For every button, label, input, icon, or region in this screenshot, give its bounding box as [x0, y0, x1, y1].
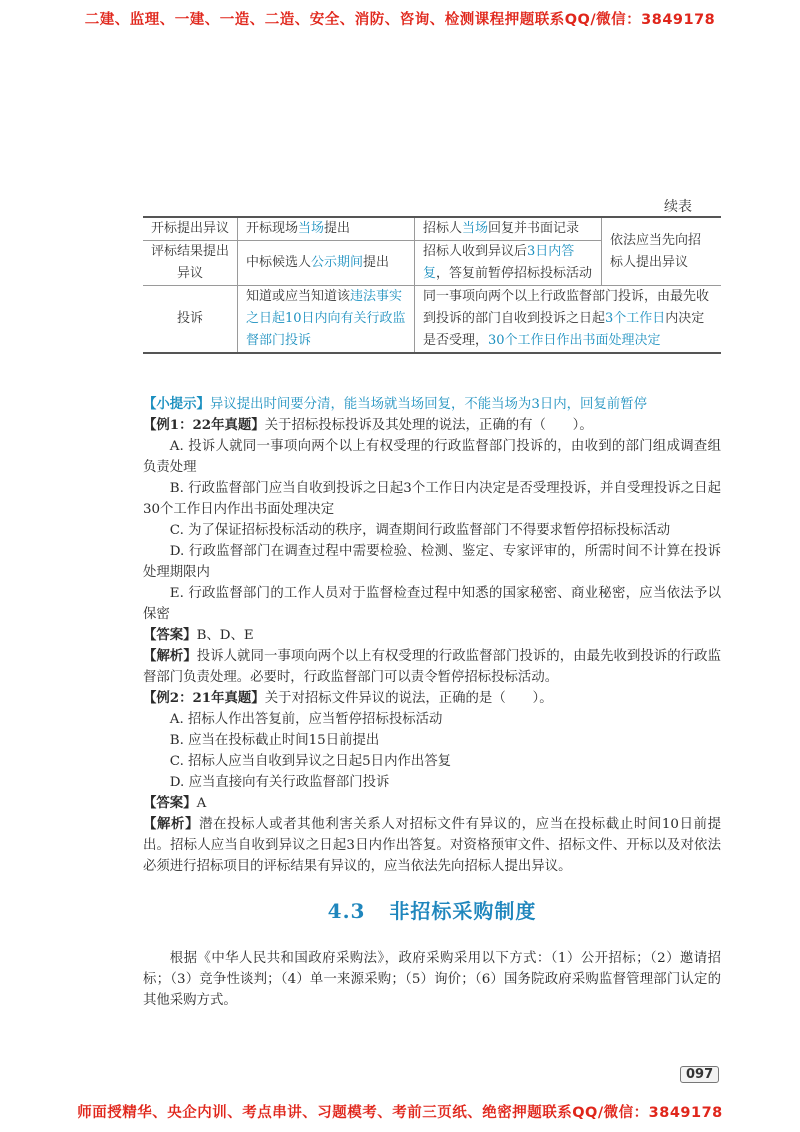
- promo-banner-bottom: 师面授精华、央企内训、考点串讲、习题模考、考前三页纸、绝密押题联系QQ/微信：3849178: [77, 1105, 723, 1121]
- highlight-text: 3个工作日: [605, 311, 666, 326]
- tip-text: 异议提出时间要分清，能当场就当场回复，不能当场为3日内，回复前暂停: [209, 397, 647, 412]
- analysis-label: 【解析】: [143, 648, 197, 664]
- highlight-text: 3日内答复: [423, 244, 575, 281]
- example-label: 【例2：21年真题】: [143, 690, 265, 706]
- handling-text: ，答复前暂停招标投标活动: [436, 266, 593, 281]
- timing-cell: [238, 241, 415, 286]
- highlight-text: 当场: [462, 221, 489, 236]
- example-stem-text: 关于对招标文件异议的说法，正确的是（ ）。: [264, 691, 553, 706]
- example1-stem: [143, 415, 721, 436]
- example2-stem: [143, 688, 721, 709]
- section-title: 非招标采购制度: [389, 899, 537, 923]
- answer-label: 【答案】: [143, 795, 197, 811]
- table-row: [143, 217, 721, 241]
- option-item: B. 行政监督部门应当自收到投诉之日起3个工作日内决定是否受理投诉，并自受理投诉之日起30个工作日内作出书面处理决定: [143, 481, 721, 517]
- option-item: D. 应当直接向有关行政监督部门投诉: [169, 775, 390, 790]
- merged-right-cell: 依法应当先向招标人提出异议: [602, 217, 722, 286]
- section-heading: [143, 901, 721, 922]
- option-item: C. 为了保证招标投标活动的秩序，调查期间行政监督部门不得要求暂停招标投标活动: [169, 523, 671, 538]
- option-item: D. 行政监督部门在调查过程中需要检验、检测、鉴定、专家评审的，所需时间不计算在投诉处理期限内: [143, 544, 721, 580]
- answer-text: A: [196, 796, 207, 811]
- answer-text: B、D、E: [196, 628, 254, 643]
- closing-paragraph: 根据《中华人民共和国政府采购法》，政府采购采用以下方式：（1）公开招标；（2）邀请招标；（3）竞争性谈判；（4）单一来源采购；（5）询价；（6）国务院政府采购监督管理部门认定的其他采购方式。: [143, 951, 721, 1008]
- answer-line: [143, 793, 721, 814]
- analysis-paragraph: [143, 646, 721, 688]
- handling-cell: [415, 286, 722, 354]
- page-content: [143, 394, 721, 1011]
- analysis-label: 【解析】: [143, 816, 200, 832]
- timing-cell: [238, 217, 415, 241]
- option-item: C. 招标人应当自收到异议之日起5日内作出答复: [169, 754, 452, 769]
- handling-text: 招标人: [423, 221, 463, 236]
- timing-text: 开标现场: [246, 221, 299, 236]
- section-number: 4.3: [327, 899, 366, 923]
- timing-cell: [238, 286, 415, 354]
- example-stem-text: 关于招标投标投诉及其处理的说法，正确的有（ ）。: [264, 418, 593, 433]
- timing-text: 知道或应当知道该: [246, 289, 351, 304]
- handling-text: 招标人收到异议后: [423, 244, 528, 259]
- handling-text: 内决定是否受理，: [423, 311, 705, 348]
- timing-text: 提出: [324, 221, 351, 236]
- highlight-text: 30个工作日作出书面处理决定: [488, 333, 661, 348]
- page-number: 097: [680, 1066, 719, 1083]
- table-row: [143, 286, 721, 354]
- row-type-cell: 投诉: [143, 286, 238, 354]
- objection-complaint-table: [143, 216, 721, 354]
- analysis-paragraph: [143, 814, 721, 877]
- answer-label: 【答案】: [143, 627, 197, 643]
- tip-label: 【小提示】: [143, 396, 210, 412]
- analysis-text: 投诉人就同一事项向两个以上有权受理的行政监督部门投诉的，由最先收到投诉的行政监督部门负责处理。必要时，行政监督部门可以责令暂停招标投标活动。: [143, 649, 722, 685]
- example-label: 【例1：22年真题】: [143, 417, 265, 433]
- handling-text: 回复并书面记录: [488, 221, 580, 236]
- option-item: A. 招标人作出答复前，应当暂停招标投标活动: [169, 712, 443, 727]
- tip-paragraph: [143, 394, 721, 415]
- continued-label: 续表: [664, 199, 692, 215]
- handling-text: 同一事项向两个以上行政监督部门投诉，由最先收到投诉的部门自收到投诉之日起: [423, 289, 710, 326]
- handling-cell: [415, 217, 602, 241]
- option-item: B. 应当在投标截止时间15日前提出: [169, 733, 380, 748]
- row-type-cell: 评标结果提出异议: [143, 241, 238, 286]
- analysis-text: 潜在投标人或者其他利害关系人对招标文件有异议的，应当在投标截止时间10日前提出。招标人应当自收到异议之日起3日内作出答复。对资格预审文件、招标文件、开标以及对依法必须进行招标项目的评标结果有异议的，应当依法先向招标人提出异议。: [143, 817, 722, 874]
- highlight-text: 10日内向有关行政监督部门投诉: [246, 311, 406, 348]
- highlight-text: 当场: [298, 221, 325, 236]
- option-item: A. 投诉人就同一事项向两个以上有权受理的行政监督部门投诉的，由收到的部门组成调查组负责处理: [143, 439, 721, 475]
- row-type-cell: 开标提出异议: [143, 217, 238, 241]
- option-item: E. 行政监督部门的工作人员对于监督检查过程中知悉的国家秘密、商业秘密，应当依法予以保密: [143, 586, 721, 622]
- answer-line: [143, 625, 721, 646]
- handling-cell: [415, 241, 602, 286]
- timing-text: 中标候选人: [246, 255, 312, 270]
- highlight-text: 违法事实之日起: [246, 289, 403, 326]
- timing-text: 提出: [363, 255, 390, 270]
- highlight-text: 公示期间: [311, 255, 364, 270]
- promo-banner-top: 二建、监理、一建、一造、二造、安全、消防、咨询、检测课程押题联系QQ/微信：3849178: [84, 12, 716, 28]
